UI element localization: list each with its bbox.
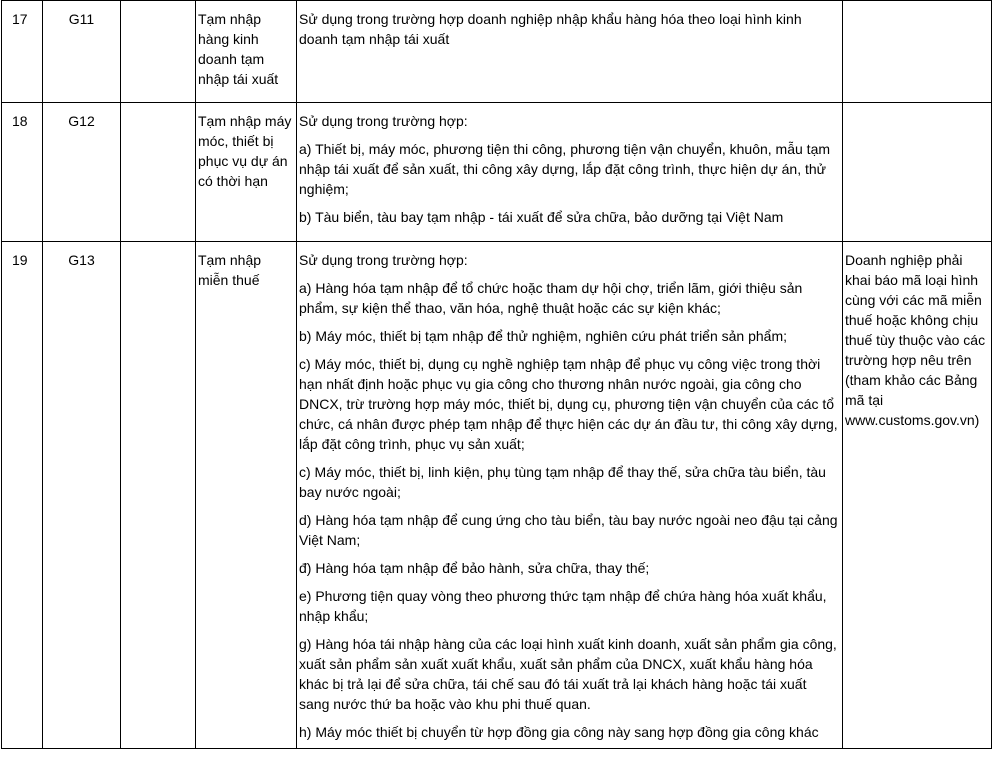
usage-description (297, 103, 843, 242)
note-cell (843, 1, 992, 103)
type-name: Tạm nhập miễn thuế (196, 242, 297, 749)
row-number: 18 (2, 103, 43, 242)
type-name: Tạm nhập hàng kinh doanh tạm nhập tái xuất (196, 1, 297, 103)
table-row (2, 1, 992, 103)
customs-code-table (1, 0, 992, 749)
description-paragraph: Sử dụng trong trường hợp: (299, 252, 468, 268)
usage-description (297, 242, 843, 749)
description-paragraph: đ) Hàng hóa tạm nhập để bảo hành, sửa chữa, thay thế; (299, 560, 650, 576)
description-paragraph: Sử dụng trong trường hợp doanh nghiệp nhập khẩu hàng hóa theo loại hình kinh doanh tạm nhập tái xuất (299, 11, 802, 47)
empty-cell (121, 1, 196, 103)
empty-cell (121, 103, 196, 242)
note-cell: Doanh nghiệp phải khai báo mã loại hình cùng với các mã miễn thuế hoặc không chịu thuế tùy thuộc vào các trường hợp nêu trên (tham khảo các Bảng mã tại www.customs.gov.vn) (843, 242, 992, 749)
row-number: 19 (2, 242, 43, 749)
description-paragraph: e) Phương tiện quay vòng theo phương thức tạm nhập để chứa hàng hóa xuất khẩu, nhập khẩu; (299, 588, 827, 624)
type-code: G13 (43, 242, 121, 749)
note-cell (843, 103, 992, 242)
description-paragraph: d) Hàng hóa tạm nhập để cung ứng cho tàu biển, tàu bay nước ngoài neo đậu tại cảng Việt Nam; (299, 512, 838, 548)
description-paragraph: g) Hàng hóa tái nhập hàng của các loại hình xuất kinh doanh, xuất sản phẩm gia công, xuất sản phẩm sản xuất xuất khẩu, xuất sản phẩm của DNCX, xuất khẩu hàng hóa khác bị trả lại để sửa chữa, tái chế sau đó tái xuất trả lại khách hàng hoặc tái xuất sang nước thứ ba hoặc vào khu phi thuế quan. (299, 636, 837, 712)
type-code: G12 (43, 103, 121, 242)
type-code: G11 (43, 1, 121, 103)
type-name: Tạm nhập máy móc, thiết bị phục vụ dự án có thời hạn (196, 103, 297, 242)
table-row (2, 242, 992, 749)
description-paragraph: a) Thiết bị, máy móc, phương tiện thi công, phương tiện vận chuyển, khuôn, mẫu tạm nhập tái xuất để sản xuất, thi công xây dựng, lắp đặt công trình, thực hiện dự án, thử nghiệm; (299, 141, 831, 197)
description-paragraph: c) Máy móc, thiết bị, dụng cụ nghề nghiệp tạm nhập để phục vụ công việc trong thời hạn nhất định hoặc phục vụ gia công cho thương nhân nước ngoài, gia công cho DNCX, trừ trường hợp máy móc, thiết bị, dụng cụ, phương tiện vận chuyển của các tổ chức, cá nhân được phép tạm nhập để thực hiện các dự án đầu tư, thi công xây dựng, lắp đặt công trình, phục vụ sản xuất; (299, 356, 838, 452)
description-paragraph: Sử dụng trong trường hợp: (299, 113, 468, 129)
table-row (2, 103, 992, 242)
usage-description (297, 1, 843, 103)
description-paragraph: c) Máy móc, thiết bị, linh kiện, phụ tùng tạm nhập để thay thế, sửa chữa tàu biển, tàu bay nước ngoài; (299, 464, 826, 500)
description-paragraph: b) Tàu biển, tàu bay tạm nhập - tái xuất để sửa chữa, bảo dưỡng tại Việt Nam (299, 209, 784, 225)
description-paragraph: b) Máy móc, thiết bị tạm nhập để thử nghiệm, nghiên cứu phát triển sản phẩm; (299, 328, 788, 344)
empty-cell (121, 242, 196, 749)
description-paragraph: h) Máy móc thiết bị chuyển từ hợp đồng gia công này sang hợp đồng gia công khác (299, 724, 819, 740)
row-number: 17 (2, 1, 43, 103)
description-paragraph: a) Hàng hóa tạm nhập để tổ chức hoặc tham dự hội chợ, triển lãm, giới thiệu sản phẩm, sự kiện thể thao, văn hóa, nghệ thuật hoặc các sự kiện khác; (299, 280, 803, 316)
